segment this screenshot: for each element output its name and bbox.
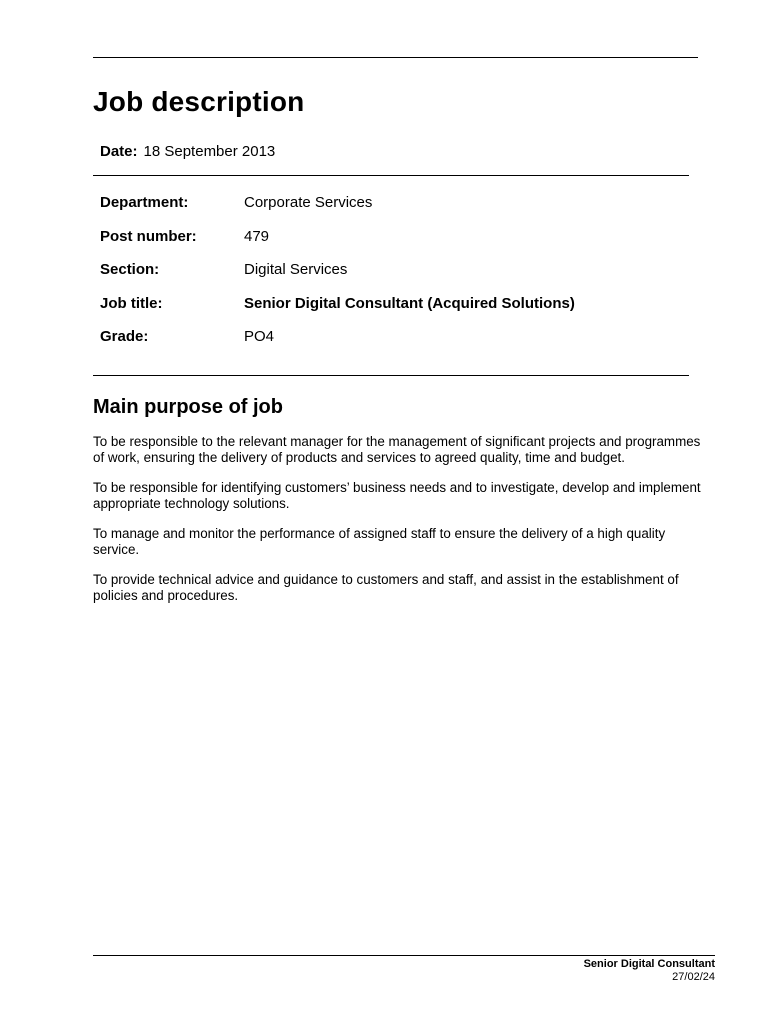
field-section — [100, 261, 700, 281]
field-label: Department: — [100, 194, 189, 211]
fields-divider — [93, 375, 689, 376]
page-title: Job description — [93, 86, 305, 117]
field-grade — [100, 328, 700, 348]
footer-date: 27/02/24 — [672, 971, 715, 983]
field-value: 479 — [244, 228, 270, 245]
field-value: Corporate Services — [244, 194, 373, 211]
main-purpose-heading: Main purpose of job — [93, 396, 283, 418]
date-divider — [93, 175, 689, 176]
top-rule — [93, 57, 698, 58]
purpose-paragraph: To manage and monitor the performance of assigned staff to ensure the delivery of a high quality service. — [93, 526, 666, 557]
purpose-paragraph: To be responsible for identifying customers’ business needs and to investigate, develop and implement appropriate technology solutions. — [93, 480, 701, 511]
field-value: PO4 — [244, 328, 275, 345]
field-label: Post number: — [100, 228, 197, 245]
footer-title: Senior Digital Consultant — [583, 958, 715, 970]
date-label: Date: — [100, 143, 138, 160]
field-department — [100, 194, 700, 214]
field-value: Digital Services — [244, 261, 348, 278]
footer-rule — [93, 955, 715, 956]
purpose-paragraph: To provide technical advice and guidance to customers and staff, and assist in the establishment of policies and procedures. — [93, 572, 679, 603]
purpose-paragraph: To be responsible to the relevant manager for the management of significant projects and programmes of work, ensuring the delivery of products and services to agreed quality, time and budget. — [93, 434, 701, 465]
field-job-title — [100, 295, 700, 315]
page-footer — [584, 958, 715, 984]
date-value: 18 September 2013 — [143, 143, 276, 160]
main-purpose-body — [93, 434, 708, 618]
field-post-number — [100, 228, 700, 248]
field-value: Senior Digital Consultant (Acquired Solutions) — [244, 295, 575, 312]
field-label: Job title: — [100, 295, 163, 312]
field-label: Grade: — [100, 328, 149, 345]
field-label: Section: — [100, 261, 160, 278]
date-line — [100, 143, 275, 160]
